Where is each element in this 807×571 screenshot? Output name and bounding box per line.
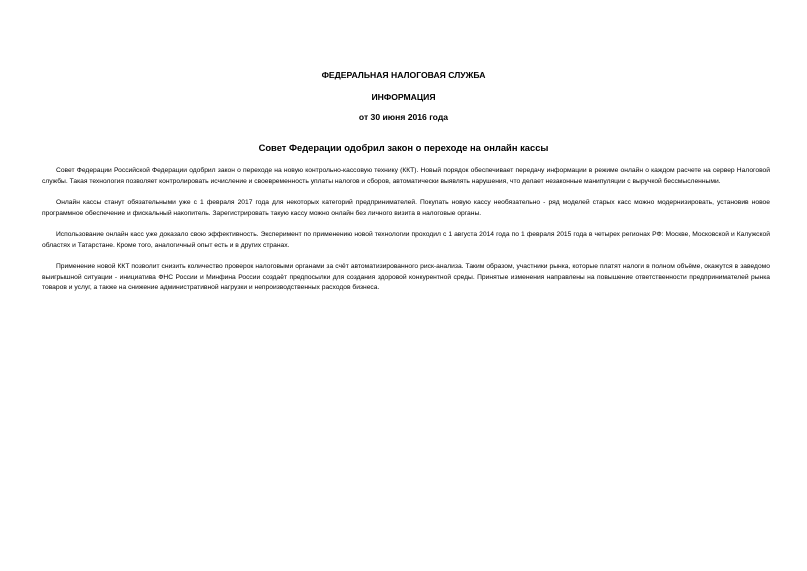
document-body: [42, 166, 770, 305]
document-date: от 30 июня 2016 года: [358, 112, 449, 122]
paragraph-1: Совет Федерации Российской Федерации одобрил закон о переходе на новую контрольно-кассовую технику (ККТ). Новый порядок обеспечивает передачу информации в режиме онлайн о каждом расчете на сервер Налоговой службы. Такая технология позволяет контролировать исчисление и своевременность уплаты налогов и сборов, автоматически выявлять нарушения, что делает незаконные манипуляции с выручкой бессмысленными.: [42, 167, 770, 185]
document-title: Совет Федерации одобрил закон о переходе на онлайн кассы: [258, 142, 549, 153]
document-type-heading: ИНФОРМАЦИЯ: [371, 92, 436, 102]
paragraph-3: Использование онлайн касс уже доказало свою эффективность. Эксперимент по применению новой технологии проходил с 1 августа 2014 года по 1 февраля 2015 года в четырех регионах РФ: Москве, Московской и Калужской областях и Татарстане. Кроме того, аналогичный опыт есть и в других странах.: [42, 231, 770, 249]
paragraph-2: Онлайн кассы станут обязательными уже с 1 февраля 2017 года для некоторых категорий предпринимателей. Покупать новую кассу необязательно - ряд моделей старых касс можно модернизировать, установив новое программное обеспечение и фискальный накопитель. Зарегистрировать такую кассу можно онлайн без личного визита в налоговые органы.: [42, 199, 770, 217]
organization-heading: ФЕДЕРАЛЬНАЯ НАЛОГОВАЯ СЛУЖБА: [321, 70, 486, 80]
paragraph-4: Применение новой ККТ позволит снизить количество проверок налоговыми органами за счёт автоматизированного риск-анализа. Таким образом, участники рынка, которые платят налоги в полном объёме, окажутся в заведомо выигрышной ситуации - инициатива ФНС России и Минфина России создаёт предпосылки для создания здоровой конкурентной среды. Принятые изменения направлены на повышение ответственности предпринимателей рынка товаров и услуг, а также на снижение административной нагрузки и непроизводственных расходов бизнеса.: [42, 263, 770, 291]
